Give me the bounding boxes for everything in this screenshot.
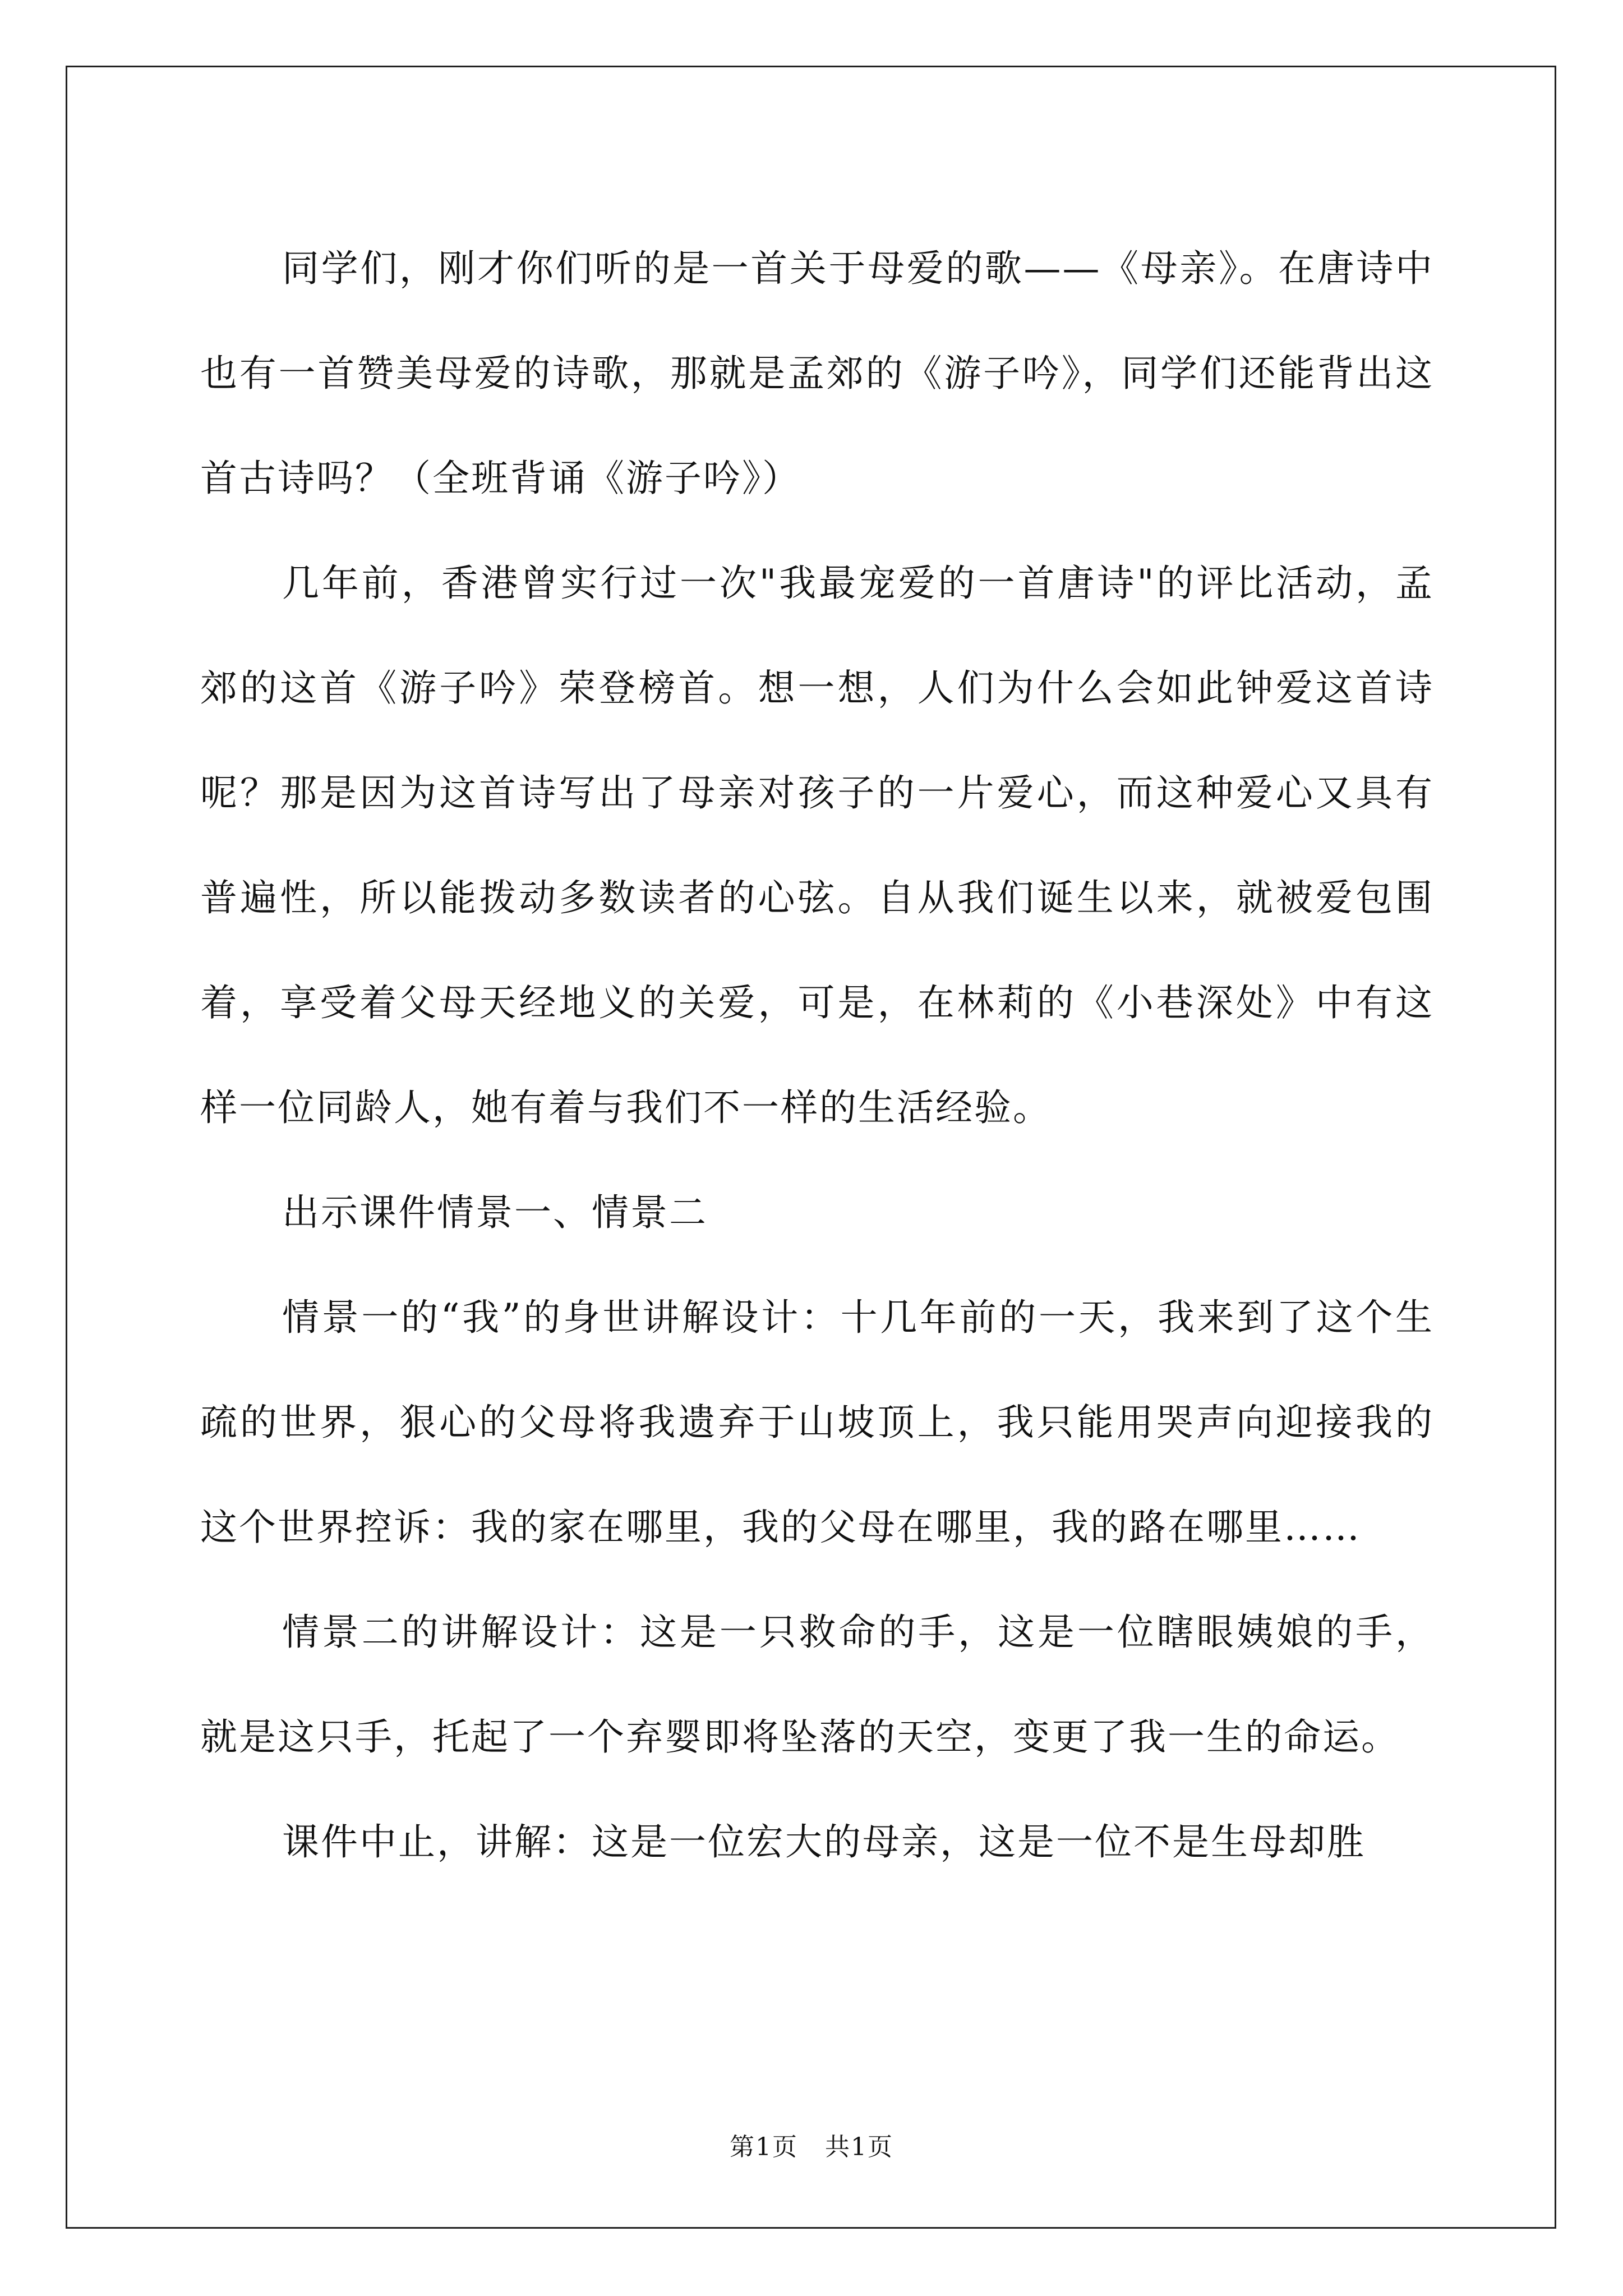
page-number-label: 第1页 共1页 [730, 2133, 893, 2161]
paragraph-intro-song: 同学们，刚才你们听的是一首关于母爱的歌——《母亲》。在唐诗中也有一首赞美母爱的诗歌，那就是孟郊的《游子吟》，同学们还能背出这首古诗吗？（全班背诵《游子吟》） [200, 247, 1434, 500]
document-body [200, 216, 1434, 1894]
page-footer [0, 2131, 1623, 2164]
paragraph-scene-two: 情景二的讲解设计：这是一只救命的手，这是一位瞎眼姨娘的手，就是这只手，托起了一个弃婴即将坠落的天空，变更了我一生的命运。 [200, 1611, 1434, 1759]
paragraph-scene-one: 情景一的“我”的身世讲解设计：十几年前的一天，我来到了这个生疏的世界，狠心的父母将我遗弃于山坡顶上，我只能用哭声向迎接我的这个世界控诉：我的家在哪里，我的父母在哪里，我的路在哪里…… [200, 1296, 1434, 1549]
paragraph-show-courseware: 出示课件情景一、情景二 [282, 1191, 708, 1234]
paragraph-courseware-stop: 课件中止，讲解：这是一位宏大的母亲，这是一位不是生母却胜 [282, 1820, 1366, 1864]
paragraph-poem-contest: 几年前，香港曾实行过一次"我最宠爱的一首唐诗"的评比活动，孟郊的这首《游子吟》荣登榜首。想一想，人们为什么会如此钟爱这首诗呢？那是因为这首诗写出了母亲对孩子的一片爱心，而这种爱心又具有普遍性，所以能拨动多数读者的心弦。自从我们诞生以来，就被爱包围着，享受着父母天经地义的关爱，可是，在林莉的《小巷深处》中有这样一位同龄人，她有着与我们不一样的生活经验。 [200, 562, 1434, 1129]
